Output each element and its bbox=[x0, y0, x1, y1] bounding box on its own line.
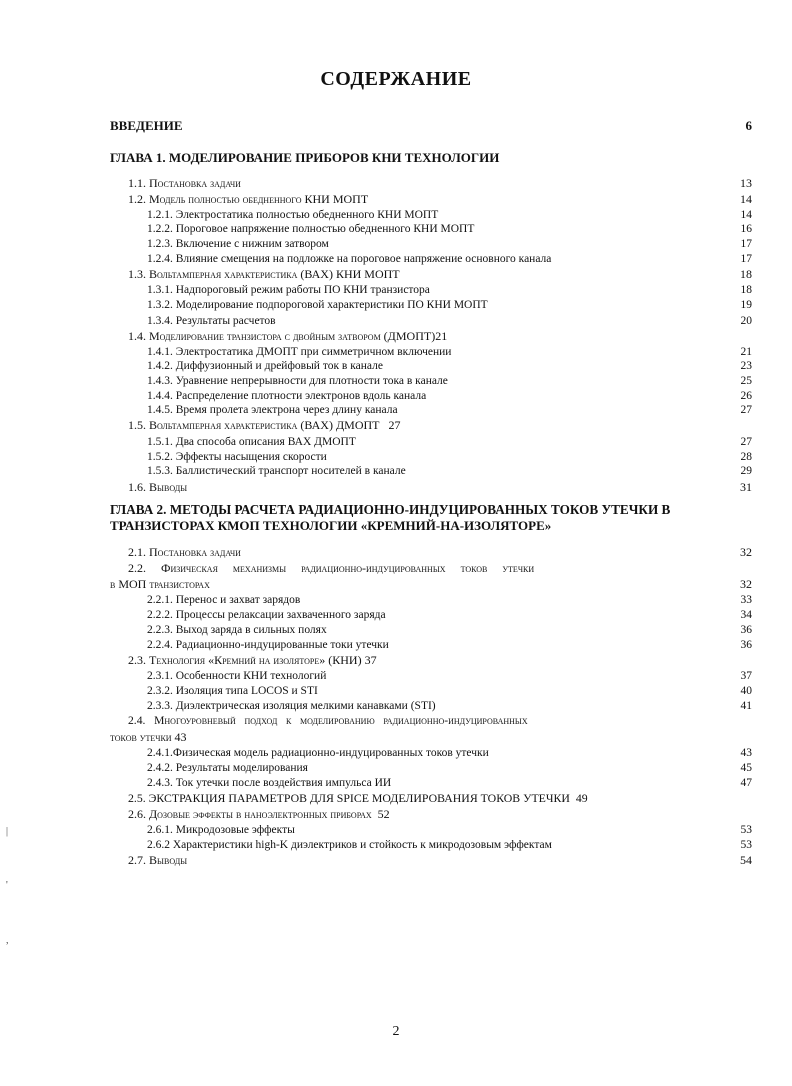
toc-entry: 1.4. Моделирование транзистора с двойным затвором (ДМОПТ)21 bbox=[128, 329, 448, 343]
chapter-2-title-line-2: ТРАНЗИСТОРАХ КМОП ТЕХНОЛОГИИ «КРЕМНИЙ-НА-ИЗОЛЯТОРЕ» bbox=[110, 518, 552, 533]
scan-mark: | bbox=[6, 826, 9, 837]
toc-entry: 1.2.1. Электростатика полностью обедненного КНИ МОПТ 14 bbox=[147, 209, 752, 221]
toc-entry: 2.1. Постановка задачи 32 bbox=[128, 545, 752, 559]
toc-entry: 2.4. Многоуровневый подход к моделированию радиационно-индуцированных bbox=[128, 714, 528, 727]
toc-entry: токов утечки 43 bbox=[110, 730, 187, 744]
toc-entry: 1.2. Модель полностью обедненного КНИ МОПТ 14 bbox=[128, 192, 752, 206]
toc-intro bbox=[0, 118, 792, 134]
toc-entry: 1.5. Вольтамперная характеристика (ВАХ) ДМОПТ 27 bbox=[128, 418, 401, 432]
toc-entry: 1.5.2. Эффекты насыщения скорости 28 bbox=[147, 451, 752, 463]
toc-entry: 1.3.2. Моделирование подпороговой характеристики ПО КНИ МОПТ 19 bbox=[147, 299, 752, 311]
toc-entry: 2.2.2. Процессы релаксации захваченного заряда 34 bbox=[147, 609, 752, 621]
toc-entry: 1.6. Выводы 31 bbox=[128, 480, 752, 494]
toc-entry: 1.2.4. Влияние смещения на подложке на пороговое напряжение основного канала 17 bbox=[147, 253, 752, 265]
toc-entry: 1.5.3. Баллистический транспорт носителей в канале 29 bbox=[147, 465, 752, 477]
toc-entry: 1.5.1. Два способа описания ВАХ ДМОПТ 27 bbox=[147, 436, 752, 448]
toc-entry: 2.6.1. Микродозовые эффекты 53 bbox=[147, 824, 752, 836]
toc-entry: 1.4.1. Электростатика ДМОПТ при симметричном включении 21 bbox=[147, 346, 752, 358]
scan-mark: , bbox=[6, 935, 9, 946]
toc-entry: 2.3.3. Диэлектрическая изоляция мелкими канавками (STI) 41 bbox=[147, 700, 752, 712]
toc-entry: 1.4.2. Диффузионный и дрейфовый ток в канале 23 bbox=[147, 360, 752, 372]
toc-entry: 1.3. Вольтамперная характеристика (ВАХ) КНИ МОПТ 18 bbox=[128, 267, 752, 281]
toc-entry: 2.2. Физическая механизмы радиационно-индуцированных токов утечки bbox=[128, 561, 535, 575]
toc-entry: 2.4.2. Результаты моделирования 45 bbox=[147, 762, 752, 774]
toc-entry: 2.3.1. Особенности КНИ технологий 37 bbox=[147, 670, 752, 682]
toc-title: СОДЕРЖАНИЕ bbox=[320, 68, 472, 90]
toc-entry: 2.2.3. Выход заряда в сильных полях 36 bbox=[147, 624, 752, 636]
toc-page: 6 bbox=[745, 118, 752, 133]
toc-entry: 1.3.4. Результаты расчетов 20 bbox=[147, 315, 752, 327]
toc-entry: 2.4.1.Физическая модель радиационно-индуцированных токов утечки 43 bbox=[147, 747, 752, 759]
page-number: 2 bbox=[392, 1024, 400, 1039]
toc-entry: 2.3.2. Изоляция типа LOCOS и STI 40 bbox=[147, 685, 752, 697]
chapter-2-title-line-1: ГЛАВА 2. МЕТОДЫ РАСЧЕТА РАДИАЦИОННО-ИНДУЦИРОВАННЫХ ТОКОВ УТЕЧКИ В bbox=[110, 502, 671, 517]
scan-mark: ' bbox=[6, 880, 8, 891]
toc-entry: 1.2.3. Включение с нижним затвором 17 bbox=[147, 238, 752, 250]
toc-label: ВВЕДЕНИЕ bbox=[110, 118, 183, 133]
toc-entry: 1.4.4. Распределение плотности электронов вдоль канала 26 bbox=[147, 390, 752, 402]
toc-entry: 2.7. Выводы 54 bbox=[128, 853, 752, 867]
toc-entry: 1.3.1. Надпороговый режим работы ПО КНИ транзистора 18 bbox=[147, 284, 752, 296]
toc-entry: 2.6.2 Характеристики high-K диэлектриков и стойкость к микродозовым эффектам 53 bbox=[147, 839, 752, 851]
toc-entry: 2.4.3. Ток утечки после воздействия импульса ИИ 47 bbox=[147, 777, 752, 789]
toc-entry: 1.2.2. Пороговое напряжение полностью обедненного КНИ МОПТ 16 bbox=[147, 223, 752, 235]
toc-entry: 2.5. ЭКСТРАКЦИЯ ПАРАМЕТРОВ ДЛЯ SPICE МОДЕЛИРОВАНИЯ ТОКОВ УТЕЧКИ 49 bbox=[128, 791, 588, 805]
toc-entry: в МОП транзисторах 32 bbox=[110, 577, 752, 591]
toc-entry: 2.3. Технология «Кремний на изоляторе» (КНИ) 37 bbox=[128, 653, 377, 667]
toc-entry: 1.4.5. Время пролета электрона через длину канала 27 bbox=[147, 404, 752, 416]
toc-entry: 2.6. Дозовые эффекты в наноэлектронных приборах 52 bbox=[128, 807, 390, 821]
toc-entry: 1.4.3. Уравнение непрерывности для плотности тока в канале 25 bbox=[147, 375, 752, 387]
toc-entry: 2.2.1. Перенос и захват зарядов 33 bbox=[147, 594, 752, 606]
toc-entry: 2.2.4. Радиационно-индуцированные токи утечки 36 bbox=[147, 639, 752, 651]
chapter-1-title: ГЛАВА 1. МОДЕЛИРОВАНИЕ ПРИБОРОВ КНИ ТЕХНОЛОГИИ bbox=[110, 150, 500, 165]
toc-entry: 1.1. Постановка задачи 13 bbox=[128, 176, 752, 190]
